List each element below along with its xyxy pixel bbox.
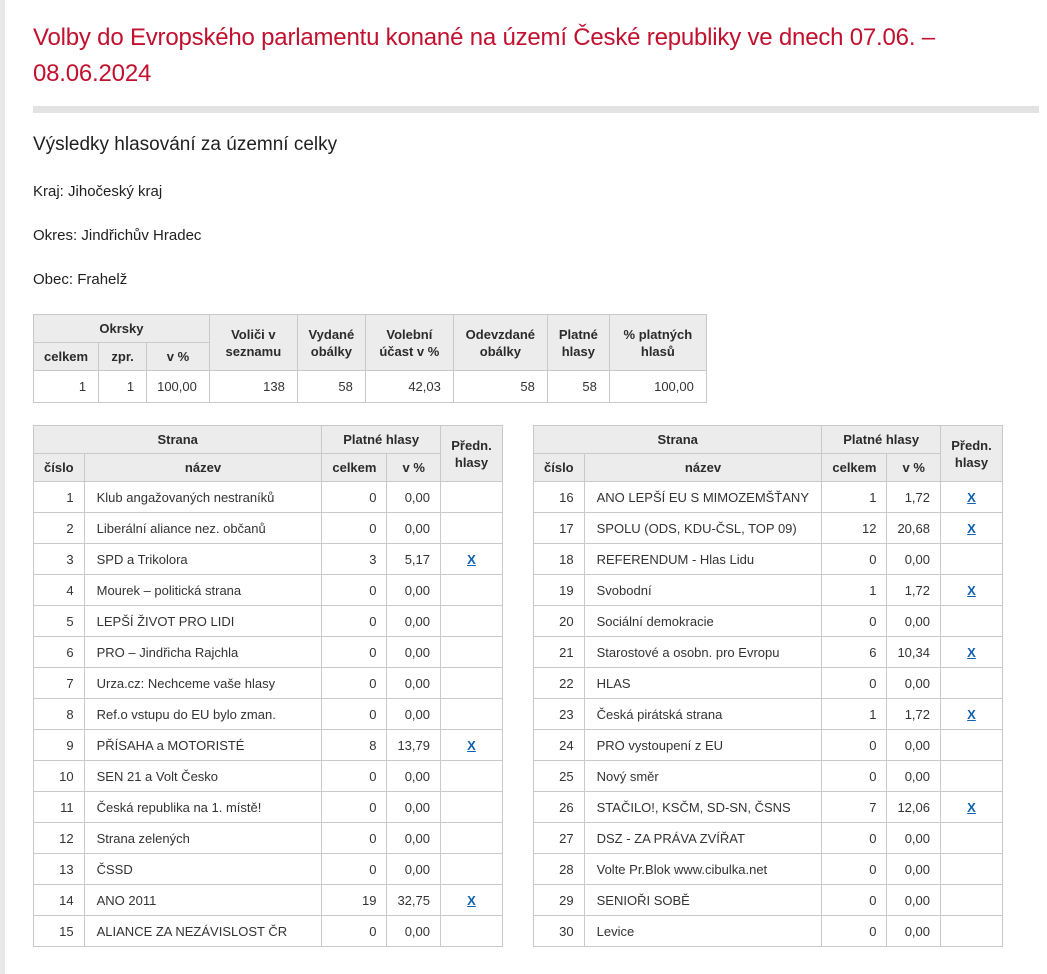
obec-label: Obec: <box>33 271 74 288</box>
party-pref-cell <box>441 792 503 823</box>
party-row <box>534 575 1003 606</box>
party-number-cell: 10 <box>34 761 85 792</box>
header-volebni-ucast: Volební účast v % <box>365 315 453 371</box>
party-row <box>534 792 1003 823</box>
pref-votes-link[interactable]: X <box>967 489 976 505</box>
party-name-cell: SENIOŘI SOBĚ <box>584 885 822 916</box>
party-row <box>34 885 503 916</box>
party-pct-cell: 1,72 <box>887 575 941 606</box>
party-pct-cell: 0,00 <box>387 916 441 947</box>
party-pct-cell: 0,00 <box>887 730 941 761</box>
party-total-cell: 12 <box>822 513 887 544</box>
party-pref-cell <box>941 575 1003 606</box>
party-row <box>34 699 503 730</box>
party-pref-cell <box>941 544 1003 575</box>
header-okrsky-group: Okrsky <box>34 315 210 343</box>
pref-votes-link[interactable]: X <box>967 706 976 722</box>
value-pct-platnych-hlasu: 100,00 <box>609 371 706 403</box>
party-row <box>534 730 1003 761</box>
party-row <box>534 761 1003 792</box>
party-row <box>534 668 1003 699</box>
pref-votes-link[interactable]: X <box>967 644 976 660</box>
header-nazev: název <box>84 454 322 482</box>
party-name-cell: STAČILO!, KSČM, SD-SN, ČSNS <box>584 792 822 823</box>
party-total-cell: 0 <box>822 730 887 761</box>
party-number-cell: 20 <box>534 606 585 637</box>
party-total-cell: 0 <box>322 668 387 699</box>
party-pct-cell: 0,00 <box>387 854 441 885</box>
region-line-okres <box>33 227 1039 244</box>
party-total-cell: 0 <box>822 761 887 792</box>
header-okrsky-v-pct: v % <box>147 343 210 371</box>
party-number-cell: 17 <box>534 513 585 544</box>
party-name-cell: LEPŠÍ ŽIVOT PRO LIDI <box>84 606 322 637</box>
pref-votes-link[interactable]: X <box>967 799 976 815</box>
party-pct-cell: 20,68 <box>887 513 941 544</box>
party-total-cell: 1 <box>822 699 887 730</box>
party-number-cell: 11 <box>34 792 85 823</box>
value-okrsky-celkem: 1 <box>34 371 99 403</box>
party-total-cell: 0 <box>822 823 887 854</box>
header-strana: Strana <box>534 426 822 454</box>
party-pref-cell <box>941 513 1003 544</box>
party-pct-cell: 0,00 <box>387 637 441 668</box>
party-name-cell: Levice <box>584 916 822 947</box>
party-number-cell: 18 <box>534 544 585 575</box>
party-number-cell: 22 <box>534 668 585 699</box>
party-pref-cell <box>441 606 503 637</box>
party-name-cell: Sociální demokracie <box>584 606 822 637</box>
party-pct-cell: 0,00 <box>887 761 941 792</box>
party-number-cell: 25 <box>534 761 585 792</box>
party-number-cell: 13 <box>34 854 85 885</box>
party-row <box>34 513 503 544</box>
party-row <box>534 606 1003 637</box>
header-predn-hlasy: Předn. hlasy <box>441 426 503 482</box>
party-total-cell: 0 <box>322 606 387 637</box>
party-total-cell: 6 <box>822 637 887 668</box>
page-title: Volby do Evropského parlamentu konané na území České republiky ve dnech 07.06. – 08.06.2024 <box>33 24 935 87</box>
header-okrsky-celkem: celkem <box>34 343 99 371</box>
party-name-cell: ANO LEPŠÍ EU S MIMOZEMŠŤANY <box>584 482 822 513</box>
party-total-cell: 0 <box>822 854 887 885</box>
value-okrsky-zpr: 1 <box>99 371 147 403</box>
party-pref-cell <box>441 668 503 699</box>
party-total-cell: 7 <box>822 792 887 823</box>
party-pref-cell <box>941 668 1003 699</box>
party-total-cell: 0 <box>822 544 887 575</box>
header-v-pct: v % <box>887 454 941 482</box>
party-row <box>34 637 503 668</box>
party-number-cell: 5 <box>34 606 85 637</box>
pref-votes-link[interactable]: X <box>467 892 476 908</box>
party-pref-cell <box>941 637 1003 668</box>
party-pref-cell <box>441 916 503 947</box>
party-number-cell: 28 <box>534 854 585 885</box>
party-results-table-right <box>533 425 1003 947</box>
horizontal-divider <box>33 106 1039 113</box>
party-pct-cell: 0,00 <box>887 916 941 947</box>
party-pct-cell: 0,00 <box>887 668 941 699</box>
party-row <box>34 606 503 637</box>
party-pref-cell <box>941 823 1003 854</box>
party-pct-cell: 0,00 <box>387 482 441 513</box>
header-platne-hlasy: Platné hlasy <box>547 315 609 371</box>
party-row <box>34 575 503 606</box>
party-total-cell: 0 <box>322 482 387 513</box>
party-number-cell: 2 <box>34 513 85 544</box>
party-name-cell: Volte Pr.Blok www.cibulka.net <box>584 854 822 885</box>
party-total-cell: 0 <box>322 792 387 823</box>
party-name-cell: ČSSD <box>84 854 322 885</box>
party-total-cell: 3 <box>322 544 387 575</box>
header-celkem: celkem <box>822 454 887 482</box>
party-number-cell: 23 <box>534 699 585 730</box>
value-okrsky-v-pct: 100,00 <box>147 371 210 403</box>
turnout-summary-table <box>33 314 707 403</box>
party-number-cell: 26 <box>534 792 585 823</box>
header-celkem: celkem <box>322 454 387 482</box>
party-pref-cell <box>941 792 1003 823</box>
header-cislo: číslo <box>34 454 85 482</box>
party-row <box>34 730 503 761</box>
party-number-cell: 4 <box>34 575 85 606</box>
party-total-cell: 0 <box>322 916 387 947</box>
header-vydane-obalky: Vydané obálky <box>297 315 365 371</box>
party-pref-cell <box>941 916 1003 947</box>
party-name-cell: Česká pirátská strana <box>584 699 822 730</box>
kraj-label: Kraj: <box>33 183 64 200</box>
party-row <box>34 761 503 792</box>
party-number-cell: 19 <box>534 575 585 606</box>
party-row <box>534 637 1003 668</box>
party-pct-cell: 12,06 <box>887 792 941 823</box>
party-pref-cell <box>441 637 503 668</box>
header-platne-hlasy: Platné hlasy <box>822 426 941 454</box>
party-name-cell: PŘÍSAHA a MOTORISTÉ <box>84 730 322 761</box>
party-pct-cell: 0,00 <box>387 792 441 823</box>
party-number-cell: 9 <box>34 730 85 761</box>
party-total-cell: 0 <box>322 761 387 792</box>
okres-label: Okres: <box>33 227 78 244</box>
summary-values-row <box>34 371 707 403</box>
party-name-cell: ANO 2011 <box>84 885 322 916</box>
party-number-cell: 21 <box>534 637 585 668</box>
party-number-cell: 6 <box>34 637 85 668</box>
party-total-cell: 0 <box>322 823 387 854</box>
party-name-cell: Nový směr <box>584 761 822 792</box>
header-v-pct: v % <box>387 454 441 482</box>
party-name-cell: Urza.cz: Nechceme vaše hlasy <box>84 668 322 699</box>
okres-value: Jindřichův Hradec <box>81 227 202 244</box>
region-line-obec <box>33 271 1039 288</box>
party-pref-cell <box>441 823 503 854</box>
party-number-cell: 29 <box>534 885 585 916</box>
party-total-cell: 1 <box>822 482 887 513</box>
party-pref-cell <box>941 761 1003 792</box>
party-row <box>534 885 1003 916</box>
party-pref-cell <box>441 854 503 885</box>
party-name-cell: Starostové a osobn. pro Evropu <box>584 637 822 668</box>
region-line-kraj <box>33 183 1039 200</box>
party-pct-cell: 0,00 <box>387 761 441 792</box>
header-pct-platnych-hlasu: % platných hlasů <box>609 315 706 371</box>
header-volici-v-seznamu: Voliči v seznamu <box>209 315 297 371</box>
party-pct-cell: 0,00 <box>387 513 441 544</box>
party-pref-cell <box>441 885 503 916</box>
party-pct-cell: 32,75 <box>387 885 441 916</box>
party-number-cell: 27 <box>534 823 585 854</box>
party-name-cell: DSZ - ZA PRÁVA ZVÍŘAT <box>584 823 822 854</box>
pref-votes-link[interactable]: X <box>467 551 476 567</box>
party-name-cell: Mourek – politická strana <box>84 575 322 606</box>
party-pref-cell <box>441 482 503 513</box>
party-row <box>534 823 1003 854</box>
header-nazev: název <box>584 454 822 482</box>
party-results-table-left <box>33 425 503 947</box>
pref-votes-link[interactable]: X <box>467 737 476 753</box>
value-vydane-obalky: 58 <box>297 371 365 403</box>
party-number-cell: 8 <box>34 699 85 730</box>
party-name-cell: SPOLU (ODS, KDU-ČSL, TOP 09) <box>584 513 822 544</box>
party-pref-cell <box>941 885 1003 916</box>
kraj-value: Jihočeský kraj <box>68 183 163 200</box>
party-pct-cell: 0,00 <box>387 606 441 637</box>
party-pct-cell: 1,72 <box>887 699 941 730</box>
party-pct-cell: 5,17 <box>387 544 441 575</box>
party-row <box>534 544 1003 575</box>
party-name-cell: Svobodní <box>584 575 822 606</box>
party-pct-cell: 0,00 <box>387 823 441 854</box>
party-row <box>34 544 503 575</box>
party-name-cell: Liberální aliance nez. občanů <box>84 513 322 544</box>
party-total-cell: 0 <box>822 668 887 699</box>
party-pref-cell <box>441 699 503 730</box>
party-name-cell: Strana zelených <box>84 823 322 854</box>
party-row <box>34 792 503 823</box>
party-name-cell: Klub angažovaných nestraníků <box>84 482 322 513</box>
value-volici-v-seznamu: 138 <box>209 371 297 403</box>
party-total-cell: 8 <box>322 730 387 761</box>
party-number-cell: 14 <box>34 885 85 916</box>
party-pref-cell <box>941 730 1003 761</box>
party-row <box>34 916 503 947</box>
party-name-cell: ALIANCE ZA NEZÁVISLOST ČR <box>84 916 322 947</box>
party-row <box>534 854 1003 885</box>
party-number-cell: 7 <box>34 668 85 699</box>
value-volebni-ucast: 42,03 <box>365 371 453 403</box>
section-heading: Výsledky hlasování za územní celky <box>33 134 338 155</box>
pref-votes-link[interactable]: X <box>967 582 976 598</box>
party-name-cell: HLAS <box>584 668 822 699</box>
party-pref-cell <box>441 730 503 761</box>
party-name-cell: PRO – Jindřicha Rajchla <box>84 637 322 668</box>
header-okrsky-zpr: zpr. <box>99 343 147 371</box>
party-pct-cell: 0,00 <box>387 668 441 699</box>
party-number-cell: 1 <box>34 482 85 513</box>
page-left-edge-strip <box>0 0 5 974</box>
party-results-section <box>33 425 1039 947</box>
party-number-cell: 12 <box>34 823 85 854</box>
party-total-cell: 0 <box>322 699 387 730</box>
header-cislo: číslo <box>534 454 585 482</box>
party-pref-cell <box>941 699 1003 730</box>
header-platne-hlasy: Platné hlasy <box>322 426 441 454</box>
party-number-cell: 24 <box>534 730 585 761</box>
party-total-cell: 1 <box>822 575 887 606</box>
header-odevzdane-obalky: Odevzdané obálky <box>453 315 547 371</box>
party-pct-cell: 0,00 <box>887 885 941 916</box>
party-pct-cell: 13,79 <box>387 730 441 761</box>
party-row <box>34 823 503 854</box>
party-name-cell: REFERENDUM - Hlas Lidu <box>584 544 822 575</box>
party-total-cell: 0 <box>322 637 387 668</box>
party-pref-cell <box>441 544 503 575</box>
party-pct-cell: 10,34 <box>887 637 941 668</box>
party-name-cell: Ref.o vstupu do EU bylo zman. <box>84 699 322 730</box>
party-total-cell: 0 <box>822 916 887 947</box>
party-pct-cell: 0,00 <box>887 823 941 854</box>
header-strana: Strana <box>34 426 322 454</box>
party-pct-cell: 1,72 <box>887 482 941 513</box>
party-total-cell: 19 <box>322 885 387 916</box>
party-row <box>534 513 1003 544</box>
party-name-cell: PRO vystoupení z EU <box>584 730 822 761</box>
party-name-cell: Česká republika na 1. místě! <box>84 792 322 823</box>
party-row <box>34 854 503 885</box>
party-total-cell: 0 <box>322 854 387 885</box>
party-pref-cell <box>941 606 1003 637</box>
value-odevzdane-obalky: 58 <box>453 371 547 403</box>
party-total-cell: 0 <box>822 885 887 916</box>
party-pref-cell <box>441 761 503 792</box>
party-pct-cell: 0,00 <box>887 544 941 575</box>
party-row <box>534 916 1003 947</box>
party-row <box>534 482 1003 513</box>
party-total-cell: 0 <box>322 513 387 544</box>
main-content <box>33 0 1039 967</box>
party-pref-cell <box>441 575 503 606</box>
pref-votes-link[interactable]: X <box>967 520 976 536</box>
party-row <box>34 482 503 513</box>
party-pct-cell: 0,00 <box>887 606 941 637</box>
obec-value: Frahelž <box>77 271 128 288</box>
party-name-cell: SEN 21 a Volt Česko <box>84 761 322 792</box>
party-pref-cell <box>941 482 1003 513</box>
party-row <box>34 668 503 699</box>
party-pref-cell <box>941 854 1003 885</box>
party-name-cell: SPD a Trikolora <box>84 544 322 575</box>
party-number-cell: 30 <box>534 916 585 947</box>
value-platne-hlasy: 58 <box>547 371 609 403</box>
party-total-cell: 0 <box>322 575 387 606</box>
party-pref-cell <box>441 513 503 544</box>
header-predn-hlasy: Předn. hlasy <box>941 426 1003 482</box>
party-pct-cell: 0,00 <box>887 854 941 885</box>
party-number-cell: 15 <box>34 916 85 947</box>
party-number-cell: 16 <box>534 482 585 513</box>
party-pct-cell: 0,00 <box>387 699 441 730</box>
party-number-cell: 3 <box>34 544 85 575</box>
party-pct-cell: 0,00 <box>387 575 441 606</box>
party-total-cell: 0 <box>822 606 887 637</box>
party-row <box>534 699 1003 730</box>
